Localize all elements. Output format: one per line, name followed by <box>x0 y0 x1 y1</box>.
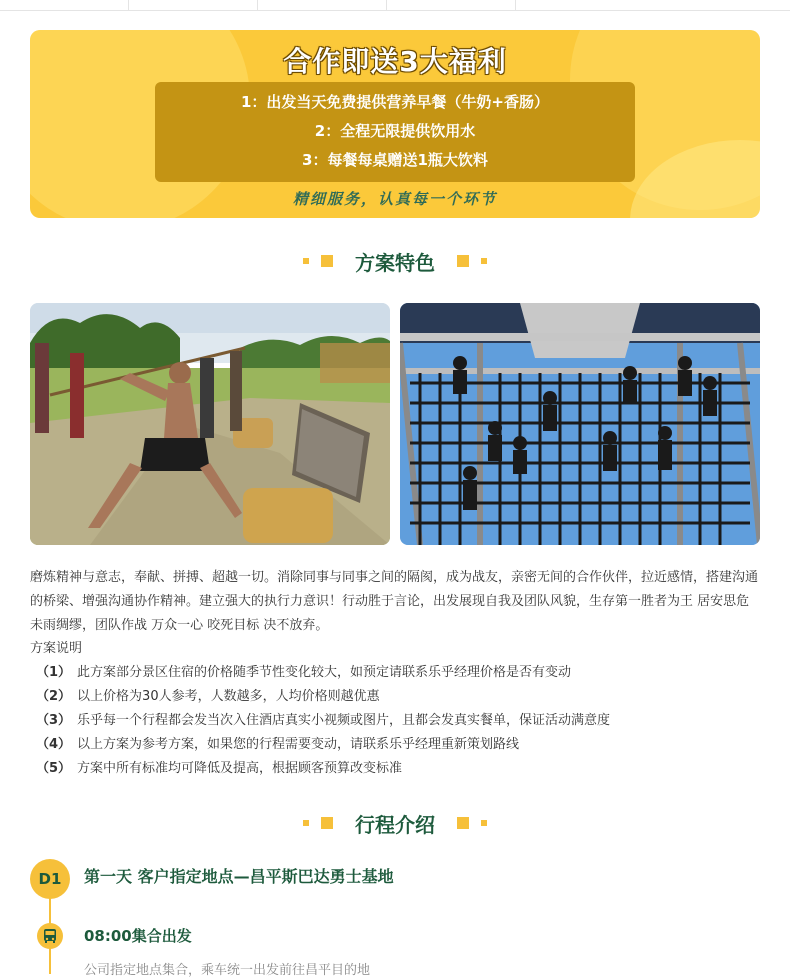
note-number: （5） <box>36 761 72 776</box>
banner-title: 合作即送3大福利 <box>283 45 507 78</box>
features-description: 磨炼精神与意志，奉献、拼搏、超越一切。消除同事与同事之间的隔阂，成为战友，亲密无间的合作伙伴，拉近感情，搭建沟通的桥梁、增强沟通协作精神。建立强大的执行力意识！行动胜于言论，出发展现自我及团队风貌，生存第一胜者为王 居安思危 未雨绸缪，团队作战 万众一心 咬死目标 决不放弃。 <box>30 570 759 633</box>
list-item <box>36 685 610 709</box>
note-text: 此方案部分景区住宿的价格随季节性变化较大，如预定请联系乐乎经理价格是否有变动 <box>77 665 572 680</box>
list-item <box>36 757 610 781</box>
banner-slogan: 精细服务，认真每一个环节 <box>292 190 497 208</box>
tab-placeholder[interactable] <box>387 0 516 10</box>
benefit-item: 3：每餐每桌赠送1瓶大饮料 <box>302 151 488 169</box>
benefits-banner <box>30 30 760 218</box>
decor-square <box>481 820 487 826</box>
notes-title: 方案说明 <box>30 641 83 656</box>
top-tab-strip <box>0 0 790 11</box>
section-title: 行程介绍 <box>355 812 435 837</box>
day-badge: D1 <box>30 859 70 899</box>
decor-square <box>321 817 333 829</box>
decor-square <box>457 817 469 829</box>
note-number: （1） <box>36 665 72 680</box>
decor-square <box>457 255 469 267</box>
decor-square <box>303 820 309 826</box>
itinerary-heading <box>0 808 790 838</box>
note-text: 方案中所有标准均可降低及提高，根据顾客预算改变标准 <box>77 761 403 776</box>
note-number: （4） <box>36 737 72 752</box>
decor-square <box>481 258 487 264</box>
note-text: 乐乎每一个行程都会发当次入住酒店真实小视频或图片，且都会发真实餐单，保证活动满意度 <box>77 713 611 728</box>
features-heading <box>0 246 790 276</box>
benefit-item: 2：全程无限提供饮用水 <box>314 122 476 140</box>
tab-placeholder[interactable] <box>258 0 387 10</box>
list-item <box>36 661 610 685</box>
note-text: 以上方案为参考方案，如果您的行程需要变动，请联系乐乎经理重新策划路线 <box>77 737 520 752</box>
spear-throw-photo <box>30 303 390 545</box>
note-number: （2） <box>36 689 72 704</box>
decor-square <box>321 255 333 267</box>
decor-square <box>303 258 309 264</box>
benefits-box <box>155 82 635 182</box>
bus-icon <box>37 923 63 949</box>
list-item <box>36 733 610 757</box>
notes-list <box>36 661 610 781</box>
section-title: 方案特色 <box>355 250 435 275</box>
list-item <box>36 709 610 733</box>
tab-placeholder[interactable] <box>0 0 129 10</box>
day-title: 第一天 客户指定地点—昌平斯巴达勇士基地 <box>84 867 394 886</box>
tab-placeholder[interactable] <box>129 0 258 10</box>
benefit-item: 1：出发当天免费提供营养早餐（牛奶+香肠） <box>240 93 549 111</box>
note-number: （3） <box>36 713 72 728</box>
step-text: 公司指定地点集合，乘车统一出发前往昌平目的地 <box>84 963 371 978</box>
cargo-net-climb-photo <box>400 303 760 545</box>
step-time: 08:00集合出发 <box>84 927 192 945</box>
note-text: 以上价格为30人参考，人数越多，人均价格则越优惠 <box>77 689 380 704</box>
